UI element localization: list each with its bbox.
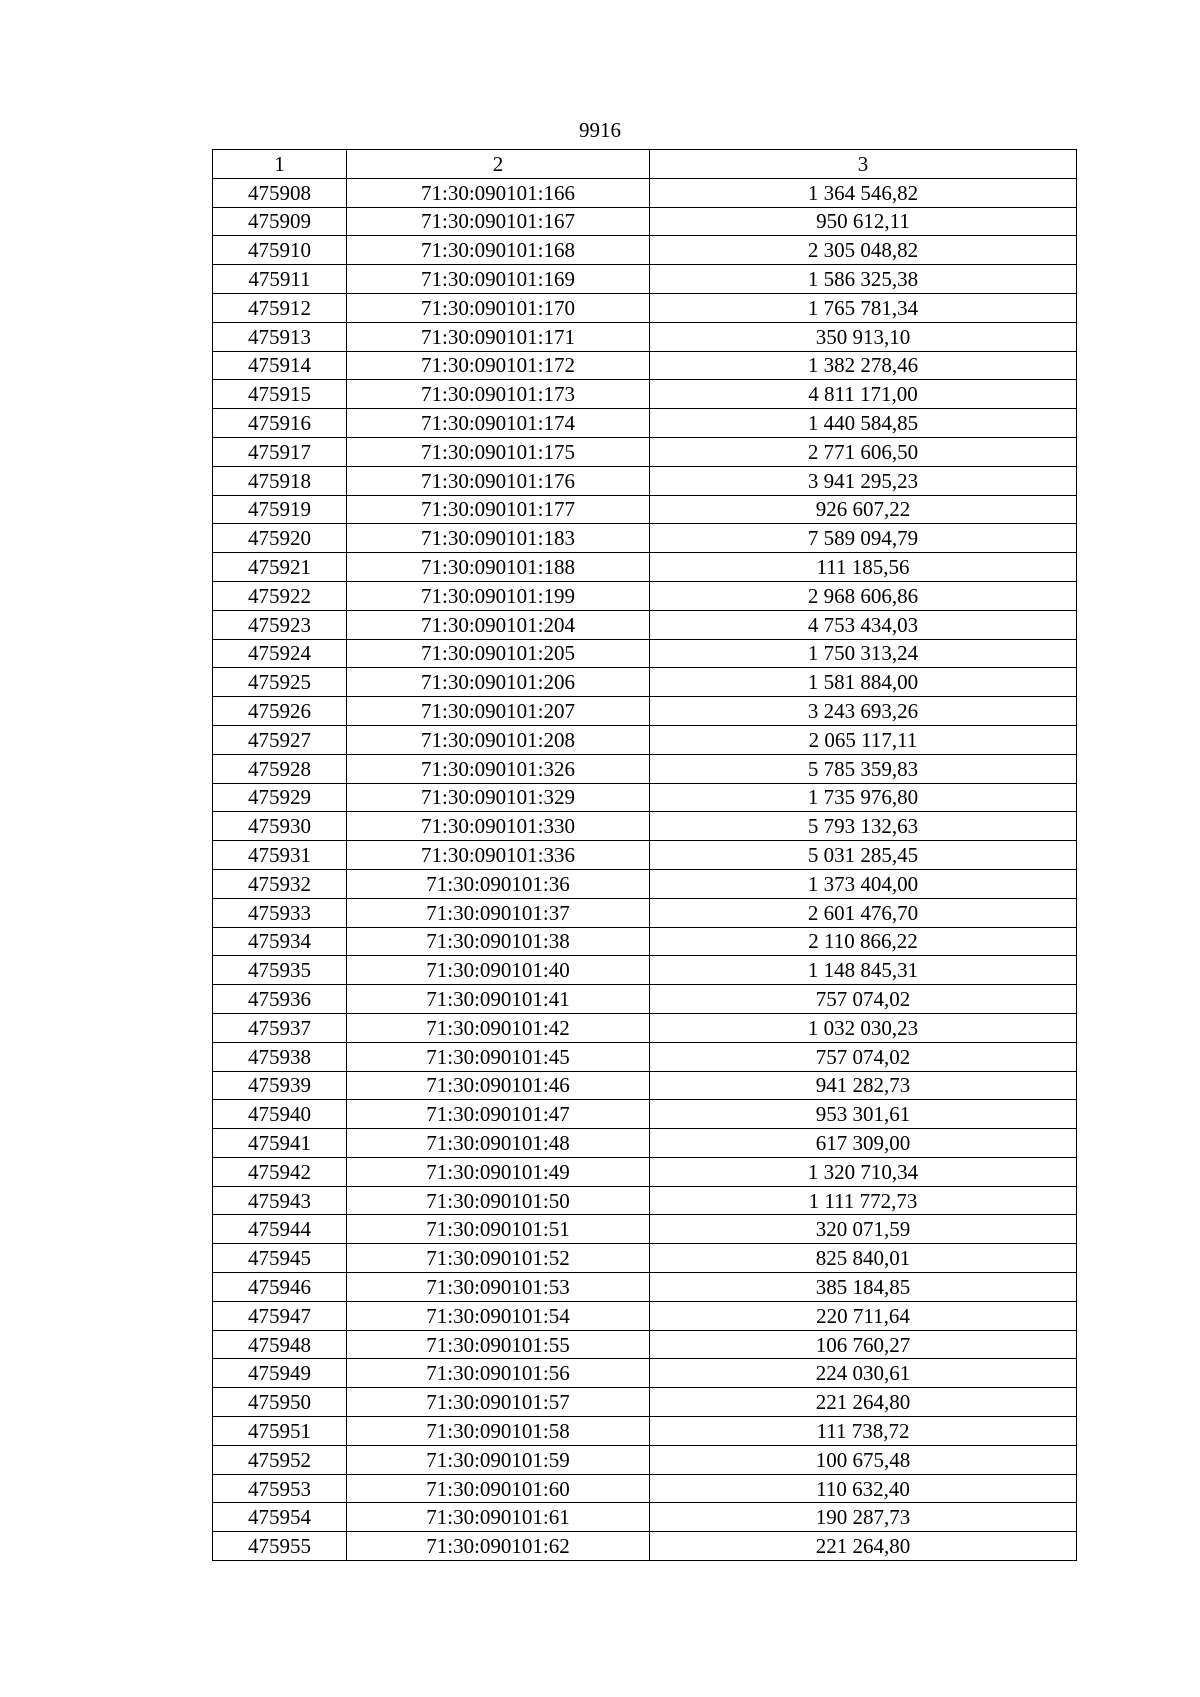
cadastral-number-cell: 71:30:090101:51 [347,1215,650,1244]
table-row [213,639,1077,668]
cadastral-number-cell: 71:30:090101:45 [347,1042,650,1071]
cadastral-number-cell: 71:30:090101:40 [347,956,650,985]
row-number-cell: 475950 [213,1388,347,1417]
cadastral-number-cell: 71:30:090101:53 [347,1273,650,1302]
table-row [213,1157,1077,1186]
row-number-cell: 475946 [213,1273,347,1302]
value-cell: 953 301,61 [650,1100,1077,1129]
cadastral-number-cell: 71:30:090101:166 [347,178,650,207]
value-cell: 1 032 030,23 [650,1013,1077,1042]
value-cell: 757 074,02 [650,985,1077,1014]
value-cell: 1 765 781,34 [650,293,1077,322]
cadastral-number-cell: 71:30:090101:42 [347,1013,650,1042]
table-row [213,178,1077,207]
row-number-cell: 475916 [213,409,347,438]
table-row [213,322,1077,351]
cadastral-number-cell: 71:30:090101:59 [347,1445,650,1474]
table-row [213,265,1077,294]
row-number-cell: 475935 [213,956,347,985]
cadastral-number-cell: 71:30:090101:62 [347,1532,650,1561]
value-cell: 220 711,64 [650,1301,1077,1330]
table-row [213,236,1077,265]
table-row [213,380,1077,409]
table-row [213,754,1077,783]
row-number-cell: 475909 [213,207,347,236]
row-number-cell: 475938 [213,1042,347,1071]
table-row [213,1129,1077,1158]
table-row [213,1244,1077,1273]
cadastral-number-cell: 71:30:090101:38 [347,927,650,956]
cadastral-number-cell: 71:30:090101:176 [347,466,650,495]
table-header [213,150,1077,179]
cadastral-number-cell: 71:30:090101:175 [347,437,650,466]
row-number-cell: 475941 [213,1129,347,1158]
cadastral-number-cell: 71:30:090101:326 [347,754,650,783]
cadastral-number-cell: 71:30:090101:60 [347,1474,650,1503]
cadastral-number-cell: 71:30:090101:183 [347,524,650,553]
row-number-cell: 475924 [213,639,347,668]
cadastral-number-cell: 71:30:090101:199 [347,581,650,610]
row-number-cell: 475937 [213,1013,347,1042]
table-row [213,956,1077,985]
cadastral-number-cell: 71:30:090101:48 [347,1129,650,1158]
value-cell: 2 305 048,82 [650,236,1077,265]
cadastral-number-cell: 71:30:090101:52 [347,1244,650,1273]
cadastral-number-cell: 71:30:090101:206 [347,668,650,697]
data-table [212,149,1077,1561]
row-number-cell: 475920 [213,524,347,553]
value-cell: 825 840,01 [650,1244,1077,1273]
row-number-cell: 475947 [213,1301,347,1330]
table-body [213,178,1077,1560]
cadastral-number-cell: 71:30:090101:50 [347,1186,650,1215]
row-number-cell: 475939 [213,1071,347,1100]
cadastral-number-cell: 71:30:090101:55 [347,1330,650,1359]
cadastral-number-cell: 71:30:090101:61 [347,1503,650,1532]
row-number-cell: 475932 [213,869,347,898]
table-row [213,524,1077,553]
value-cell: 2 110 866,22 [650,927,1077,956]
table-row [213,1503,1077,1532]
cadastral-number-cell: 71:30:090101:49 [347,1157,650,1186]
cadastral-number-cell: 71:30:090101:169 [347,265,650,294]
row-number-cell: 475929 [213,783,347,812]
column-header-2: 2 [347,150,650,179]
table-row [213,841,1077,870]
value-cell: 100 675,48 [650,1445,1077,1474]
cadastral-number-cell: 71:30:090101:174 [347,409,650,438]
value-cell: 385 184,85 [650,1273,1077,1302]
cadastral-number-cell: 71:30:090101:177 [347,495,650,524]
value-cell: 2 065 117,11 [650,725,1077,754]
cadastral-number-cell: 71:30:090101:58 [347,1417,650,1446]
table-row [213,812,1077,841]
cadastral-number-cell: 71:30:090101:173 [347,380,650,409]
table-row [213,1388,1077,1417]
value-cell: 224 030,61 [650,1359,1077,1388]
row-number-cell: 475917 [213,437,347,466]
table-row [213,1359,1077,1388]
row-number-cell: 475925 [213,668,347,697]
table-row [213,293,1077,322]
table-row [213,351,1077,380]
table-row [213,1186,1077,1215]
row-number-cell: 475934 [213,927,347,956]
value-cell: 950 612,11 [650,207,1077,236]
cadastral-number-cell: 71:30:090101:41 [347,985,650,1014]
row-number-cell: 475926 [213,697,347,726]
value-cell: 1 586 325,38 [650,265,1077,294]
row-number-cell: 475942 [213,1157,347,1186]
value-cell: 3 941 295,23 [650,466,1077,495]
value-cell: 110 632,40 [650,1474,1077,1503]
value-cell: 7 589 094,79 [650,524,1077,553]
row-number-cell: 475911 [213,265,347,294]
table-row [213,1215,1077,1244]
row-number-cell: 475919 [213,495,347,524]
row-number-cell: 475913 [213,322,347,351]
table-row [213,1330,1077,1359]
row-number-cell: 475945 [213,1244,347,1273]
cadastral-number-cell: 71:30:090101:167 [347,207,650,236]
value-cell: 2 968 606,86 [650,581,1077,610]
cadastral-number-cell: 71:30:090101:188 [347,553,650,582]
table-row [213,1100,1077,1129]
table-row [213,869,1077,898]
row-number-cell: 475915 [213,380,347,409]
table-row [213,437,1077,466]
value-cell: 1 440 584,85 [650,409,1077,438]
table-row [213,1013,1077,1042]
value-cell: 2 601 476,70 [650,898,1077,927]
value-cell: 111 738,72 [650,1417,1077,1446]
cadastral-number-cell: 71:30:090101:171 [347,322,650,351]
value-cell: 350 913,10 [650,322,1077,351]
value-cell: 4 811 171,00 [650,380,1077,409]
value-cell: 1 373 404,00 [650,869,1077,898]
cadastral-number-cell: 71:30:090101:57 [347,1388,650,1417]
table-row [213,495,1077,524]
value-cell: 3 243 693,26 [650,697,1077,726]
row-number-cell: 475949 [213,1359,347,1388]
table-row [213,610,1077,639]
table-row [213,1474,1077,1503]
table-row [213,409,1077,438]
value-cell: 1 750 313,24 [650,639,1077,668]
cadastral-number-cell: 71:30:090101:46 [347,1071,650,1100]
row-number-cell: 475954 [213,1503,347,1532]
row-number-cell: 475948 [213,1330,347,1359]
value-cell: 2 771 606,50 [650,437,1077,466]
row-number-cell: 475931 [213,841,347,870]
cadastral-number-cell: 71:30:090101:329 [347,783,650,812]
table-row [213,1301,1077,1330]
value-cell: 5 031 285,45 [650,841,1077,870]
value-cell: 190 287,73 [650,1503,1077,1532]
value-cell: 1 111 772,73 [650,1186,1077,1215]
cadastral-number-cell: 71:30:090101:56 [347,1359,650,1388]
row-number-cell: 475952 [213,1445,347,1474]
row-number-cell: 475933 [213,898,347,927]
value-cell: 1 581 884,00 [650,668,1077,697]
table-row [213,1417,1077,1446]
value-cell: 1 364 546,82 [650,178,1077,207]
cadastral-number-cell: 71:30:090101:47 [347,1100,650,1129]
table-row [213,1071,1077,1100]
cadastral-number-cell: 71:30:090101:208 [347,725,650,754]
row-number-cell: 475922 [213,581,347,610]
table-header-row [213,150,1077,179]
row-number-cell: 475918 [213,466,347,495]
row-number-cell: 475923 [213,610,347,639]
column-header-1: 1 [213,150,347,179]
cadastral-number-cell: 71:30:090101:36 [347,869,650,898]
cadastral-number-cell: 71:30:090101:336 [347,841,650,870]
column-header-3: 3 [650,150,1077,179]
cadastral-number-cell: 71:30:090101:37 [347,898,650,927]
table-row [213,985,1077,1014]
table-row [213,697,1077,726]
table-row [213,553,1077,582]
cadastral-number-cell: 71:30:090101:54 [347,1301,650,1330]
value-cell: 221 264,80 [650,1532,1077,1561]
row-number-cell: 475936 [213,985,347,1014]
row-number-cell: 475955 [213,1532,347,1561]
row-number-cell: 475908 [213,178,347,207]
value-cell: 4 753 434,03 [650,610,1077,639]
value-cell: 221 264,80 [650,1388,1077,1417]
row-number-cell: 475943 [213,1186,347,1215]
table-row [213,1445,1077,1474]
value-cell: 1 148 845,31 [650,956,1077,985]
value-cell: 5 785 359,83 [650,754,1077,783]
value-cell: 757 074,02 [650,1042,1077,1071]
page-number: 9916 [579,118,621,142]
row-number-cell: 475912 [213,293,347,322]
table-row [213,725,1077,754]
value-cell: 320 071,59 [650,1215,1077,1244]
table-row [213,1042,1077,1071]
value-cell: 111 185,56 [650,553,1077,582]
cadastral-number-cell: 71:30:090101:205 [347,639,650,668]
cadastral-number-cell: 71:30:090101:330 [347,812,650,841]
cadastral-number-cell: 71:30:090101:170 [347,293,650,322]
row-number-cell: 475927 [213,725,347,754]
value-cell: 617 309,00 [650,1129,1077,1158]
table-row [213,927,1077,956]
cadastral-number-cell: 71:30:090101:168 [347,236,650,265]
value-cell: 5 793 132,63 [650,812,1077,841]
cadastral-number-cell: 71:30:090101:207 [347,697,650,726]
table-row [213,783,1077,812]
row-number-cell: 475940 [213,1100,347,1129]
value-cell: 1 382 278,46 [650,351,1077,380]
table-row [213,1532,1077,1561]
cadastral-number-cell: 71:30:090101:204 [347,610,650,639]
table-row [213,581,1077,610]
row-number-cell: 475944 [213,1215,347,1244]
value-cell: 941 282,73 [650,1071,1077,1100]
value-cell: 106 760,27 [650,1330,1077,1359]
row-number-cell: 475928 [213,754,347,783]
value-cell: 926 607,22 [650,495,1077,524]
row-number-cell: 475953 [213,1474,347,1503]
table-row [213,207,1077,236]
row-number-cell: 475921 [213,553,347,582]
table-row [213,898,1077,927]
row-number-cell: 475930 [213,812,347,841]
table-row [213,668,1077,697]
table-row [213,466,1077,495]
row-number-cell: 475910 [213,236,347,265]
table-row [213,1273,1077,1302]
cadastral-number-cell: 71:30:090101:172 [347,351,650,380]
row-number-cell: 475951 [213,1417,347,1446]
value-cell: 1 320 710,34 [650,1157,1077,1186]
value-cell: 1 735 976,80 [650,783,1077,812]
row-number-cell: 475914 [213,351,347,380]
